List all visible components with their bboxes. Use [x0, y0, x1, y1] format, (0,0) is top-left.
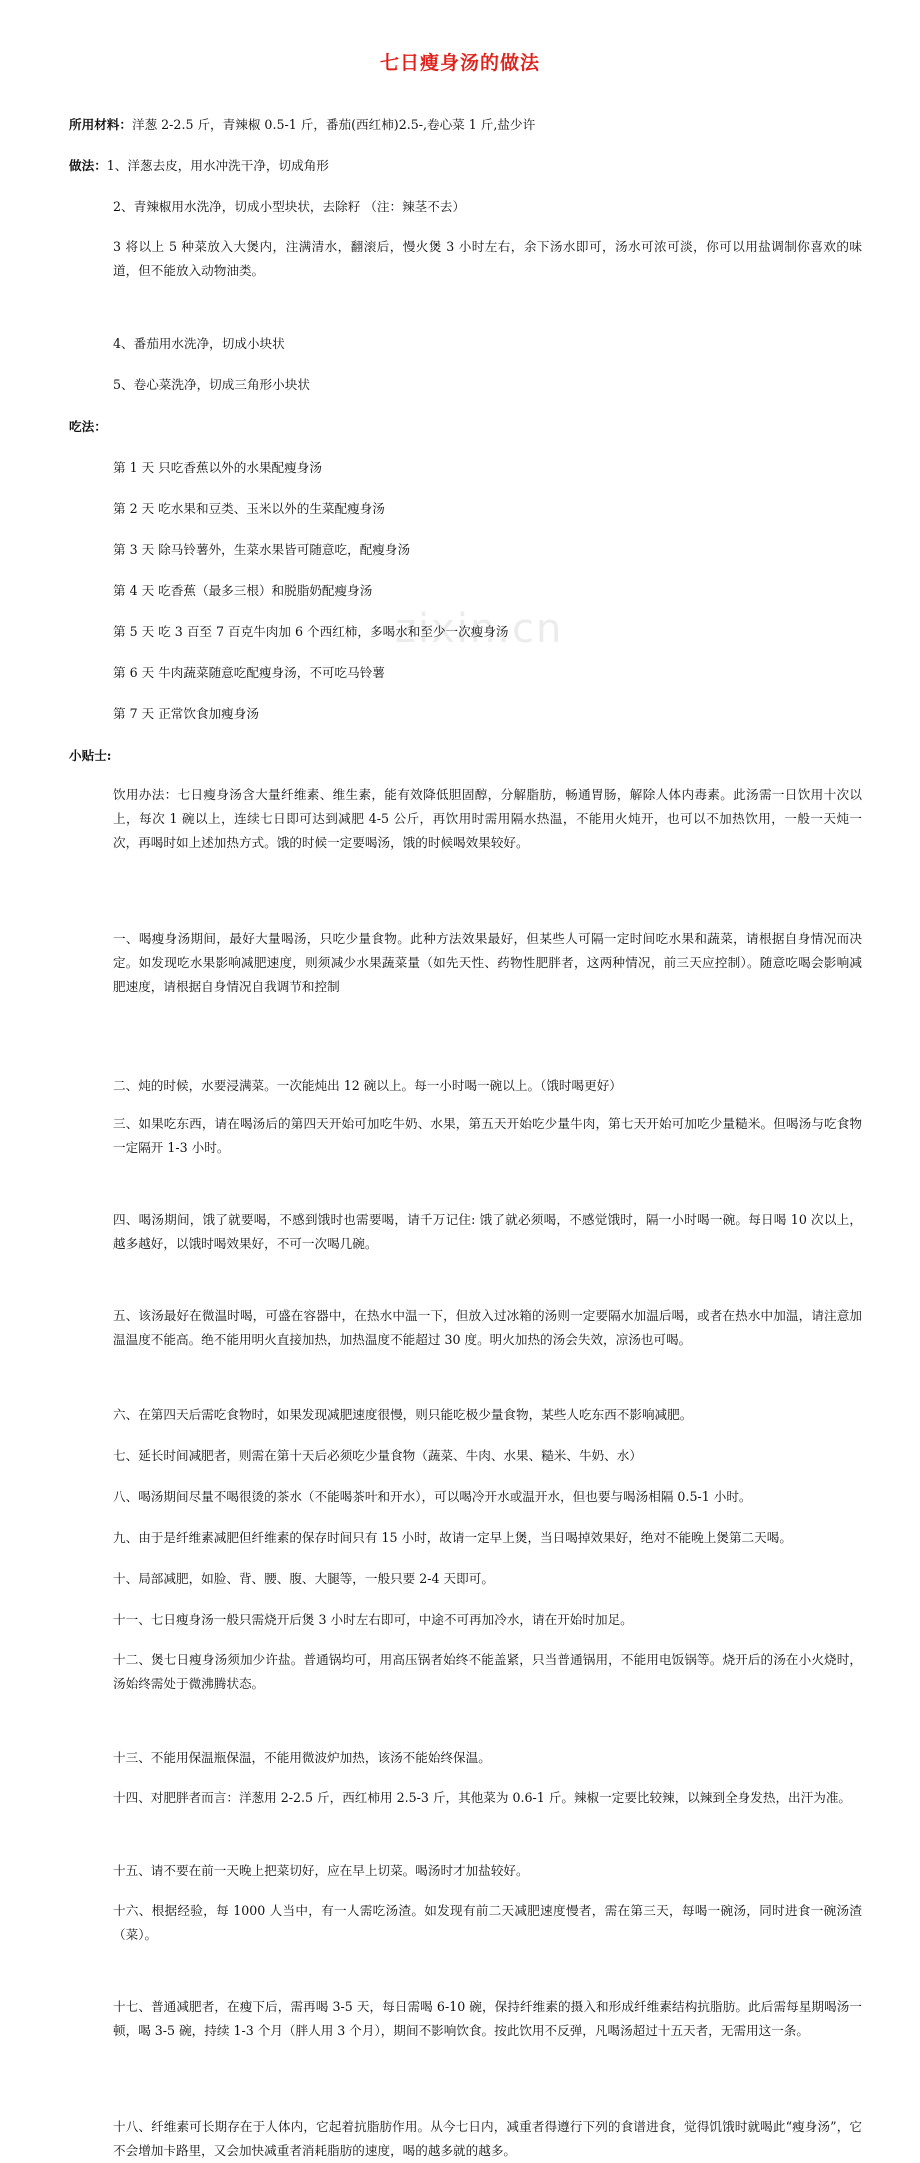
tip-5: 五、该汤最好在微温时喝，可盛在容器中，在热水中温一下，但放入过冰箱的汤则一定要隔水加温后喝，或者在热水中加温，请注意加温温度不能高。绝不能用明火直接加热，加热温度不能超过 30 度。明火加热的汤会失效，凉汤也可喝。 [113, 1308, 862, 1347]
method-step-2: 2、青辣椒用水洗净，切成小型块状，去除籽 （注：辣茎不去） [113, 199, 466, 214]
eating-day-4: 第 4 天 吃香蕉（最多三根）和脱脂奶配瘦身汤 [113, 583, 373, 598]
eating-day-3: 第 3 天 除马铃薯外，生菜水果皆可随意吃，配瘦身汤 [113, 542, 411, 557]
tip-15: 十五、请不要在前一天晚上把菜切好，应在早上切菜。喝汤时才加盐较好。 [113, 1863, 529, 1878]
eating-label: 吃法： [69, 419, 107, 434]
tip-3: 三、如果吃东西，请在喝汤后的第四天开始可加吃牛奶、水果，第五天开始吃少量牛肉，第七天开始可加吃少量糙米。但喝汤与吃食物一定隔开 1-3 小时。 [113, 1116, 862, 1155]
eating-day-1: 第 1 天 只吃香蕉以外的水果配瘦身汤 [113, 460, 322, 475]
tip-11: 十一、七日瘦身汤一般只需烧开后煲 3 小时左右即可，中途不可再加冷水，请在开始时加足。 [113, 1612, 633, 1627]
eating-day-6: 第 6 天 牛肉蔬菜随意吃配瘦身汤，不可吃马铃薯 [113, 665, 385, 680]
tip-8: 八、喝汤期间尽量不喝很烫的茶水（不能喝茶叶和开水），可以喝冷开水或温开水，但也要与喝汤相隔 0.5-1 小时。 [113, 1489, 752, 1504]
page-title: 七日瘦身汤的做法 [379, 52, 540, 74]
tips-label: 小贴士: [69, 748, 112, 763]
tip-12: 十二、煲七日瘦身汤须加少许盐。普通锅均可，用高压锅者始终不能盖紧，只当普通锅用，不能用电饭锅等。烧开后的汤在小火烧时，汤始终需处于微沸腾状态。 [113, 1652, 862, 1691]
tip-10: 十、局部减肥，如脸、背、腰、腹、大腿等，一般只要 2-4 天即可。 [113, 1571, 494, 1586]
tip-18: 十八、纤维素可长期存在于人体内，它起着抗脂肪作用。从今七日内，减重者得遵行下列的食谱进食，觉得饥饿时就喝此“瘦身汤”，它不会增加卡路里，又会加快减重者消耗脂肪的速度，喝的越多就的越多。 [113, 2119, 862, 2158]
tip-17: 十七、普通减肥者，在瘦下后，需再喝 3-5 天，每日需喝 6-10 碗，保持纤维素的摄入和形成纤维素结构抗脂肪。此后需每星期喝汤一顿，喝 3-5 碗，持续 1-3 个月（胖人用 3 个月），期间不影响饮食。按此饮用不反弹，凡喝汤超过十五天者，无需用这一条。 [113, 1999, 862, 2038]
method-step-3: 3 将以上 5 种菜放入大煲内，注满清水，翻滚后，慢火煲 3 小时左右，余下汤水即可，汤水可浓可淡，你可以用盐调制你喜欢的味道，但不能放入动物油类。 [113, 239, 862, 278]
method-label: 做法： [69, 158, 107, 173]
tip-usage: 饮用办法：七日瘦身汤含大量纤维素、维生素，能有效降低胆固醇，分解脂肪，畅通胃肠，解除人体内毒素。此汤需一日饮用十次以上，每次 1 碗以上，连续七日即可达到减肥 4-5 公斤，再饮用时需用隔水热温，不能用火炖开，也可以不加热饮用，一般一天炖一次，再喝时如上述加热方式。饿的时候一定要喝汤，饿的时候喝效果较好。 [113, 787, 862, 850]
eating-day-2: 第 2 天 吃水果和豆类、玉米以外的生菜配瘦身汤 [113, 501, 385, 516]
tip-4: 四、喝汤期间，饿了就要喝，不感到饿时也需要喝，请千万记住: 饿了就必须喝，不感觉饿时，隔一小时喝一碗。每日喝 10 次以上，越多越好，以饿时喝效果好，不可一次喝几碗。 [113, 1212, 862, 1251]
eating-day-5: 第 5 天 吃 3 百至 7 百克牛肉加 6 个西红柿，多喝水和至少一次瘦身汤 [113, 624, 509, 639]
method-step-5: 5、卷心菜洗净，切成三角形小块状 [113, 377, 310, 392]
method-step-4: 4、番茄用水洗净，切成小块状 [113, 336, 285, 351]
watermark: zixin.cn [395, 606, 564, 652]
tip-1: 一、喝瘦身汤期间，最好大量喝汤，只吃少量食物。此种方法效果最好，但某些人可隔一定时间吃水果和蔬菜，请根据自身情况而决定。如发现吃水果影响减肥速度，则须减少水果蔬菜量（如先天性、药物性肥胖者，这两种情况，前三天应控制）。随意吃喝会影响减肥速度，请根据自身情况自我调节和控制 [113, 931, 862, 994]
eating-day-7: 第 7 天 正常饮食加瘦身汤 [113, 706, 259, 721]
method-step-1: 1、洋葱去皮，用水冲洗干净，切成角形 [106, 158, 329, 173]
tip-7: 七、延长时间减肥者，则需在第十天后必须吃少量食物（蔬菜、牛肉、水果、糙米、牛奶、水） [113, 1448, 642, 1463]
tip-9: 九、由于是纤维素减肥但纤维素的保存时间只有 15 小时，故请一定早上煲，当日喝掉效果好，绝对不能晚上煲第二天喝。 [113, 1530, 792, 1545]
tip-16: 十六、根据经验，每 1000 人当中，有一人需吃汤渣。如发现有前二天减肥速度慢者，需在第三天，每喝一碗汤，同时进食一碗汤渣（菜）。 [113, 1903, 862, 1942]
materials-line [69, 116, 920, 133]
tip-13: 十三、不能用保温瓶保温，不能用微波炉加热，该汤不能始终保温。 [113, 1750, 491, 1765]
tip-6: 六、在第四天后需吃食物时，如果发现减肥速度很慢，则只能吃极少量食物，某些人吃东西不影响减肥。 [113, 1407, 693, 1422]
tip-14: 十四、对肥胖者而言：洋葱用 2-2.5 斤，西红柿用 2.5-3 斤，其他菜为 0.6-1 斤。辣椒一定要比较辣，以辣到全身发热，出汗为准。 [113, 1790, 852, 1805]
materials-text: 洋葱 2-2.5 斤，青辣椒 0.5-1 斤，番茄(西红柿)2.5-,卷心菜 1 斤,盐少许 [131, 117, 536, 132]
method-line [69, 157, 920, 174]
tip-2: 二、炖的时候，水要浸满菜。一次能炖出 12 碗以上。每一小时喝一碗以上。（饿时喝更好） [113, 1078, 622, 1093]
materials-label: 所用材料： [69, 117, 132, 132]
